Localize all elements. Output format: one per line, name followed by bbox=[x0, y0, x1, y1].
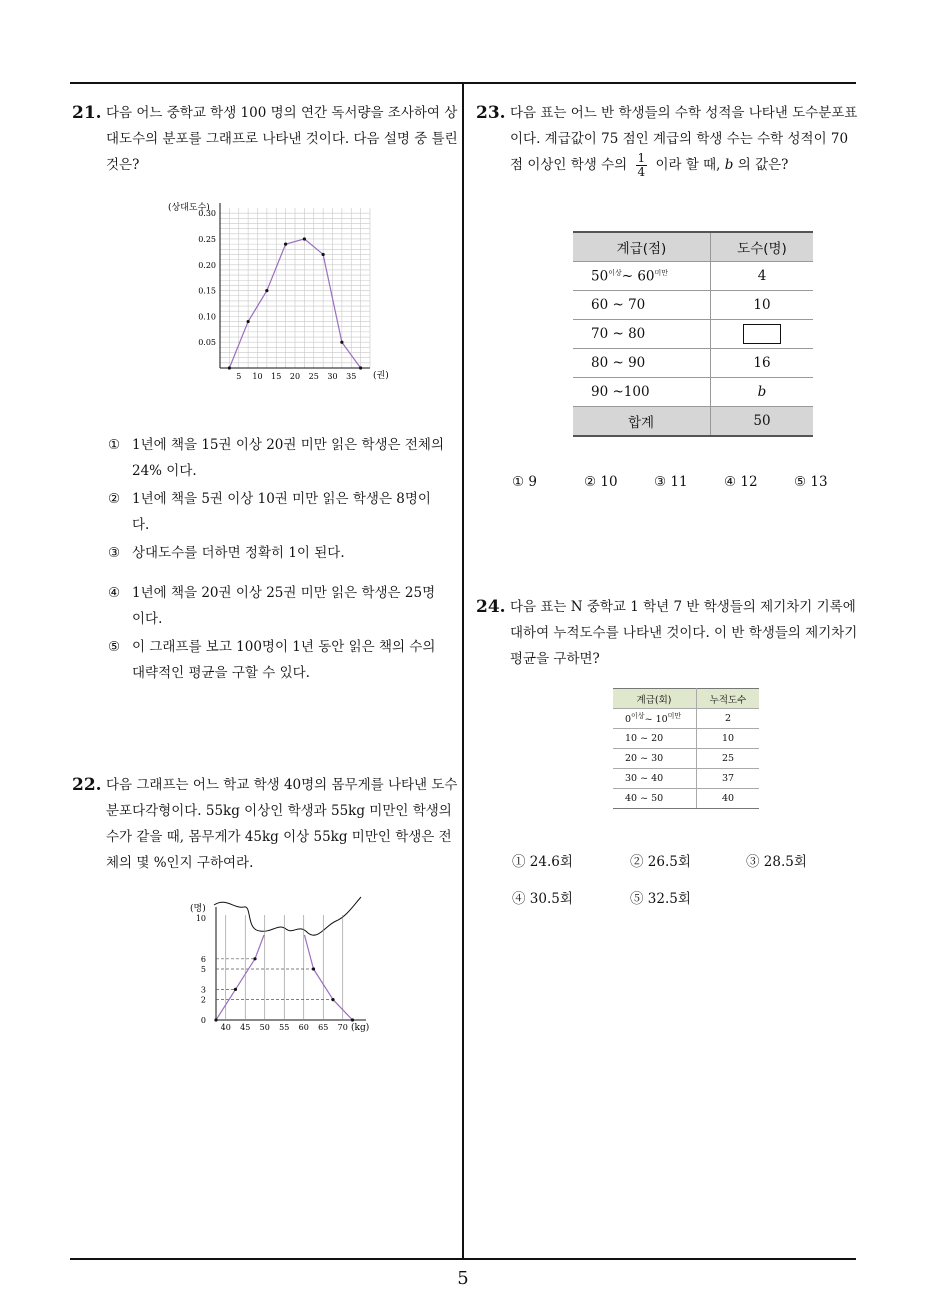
fraction-numerator: 1 bbox=[637, 151, 646, 165]
q23-choices bbox=[512, 474, 872, 494]
class-cell: 10 ~ 20 bbox=[613, 729, 697, 749]
table-row bbox=[613, 749, 759, 769]
weight-frequency-polygon-chart bbox=[186, 895, 376, 1040]
x-tick-label: 5 bbox=[236, 372, 242, 381]
class-cell: $50^{이상}\sim$ $60^{미만}$ bbox=[573, 262, 711, 291]
total-label: 합계 bbox=[573, 407, 711, 437]
header-class: 계급(점) bbox=[573, 232, 711, 262]
variable: b bbox=[724, 157, 734, 173]
value-cell: 10 bbox=[697, 729, 760, 749]
question-number: 24. bbox=[476, 597, 506, 617]
header-class: 계급(회) bbox=[613, 689, 697, 709]
value-cell: 4 bbox=[711, 262, 814, 291]
q21-option-3[interactable] bbox=[108, 540, 448, 566]
question-21 bbox=[72, 100, 458, 178]
y-tick-label: 0 bbox=[200, 1016, 206, 1025]
data-point bbox=[253, 957, 256, 960]
data-point bbox=[228, 366, 231, 369]
y-tick-label: 5 bbox=[200, 965, 206, 974]
question-23 bbox=[476, 100, 862, 179]
value-cell: 25 bbox=[697, 749, 760, 769]
class-cell: 30 ~ 40 bbox=[613, 769, 697, 789]
chart-axes bbox=[216, 907, 366, 1020]
q24-choices bbox=[512, 850, 872, 910]
option-mark: ⑤ bbox=[108, 639, 121, 655]
x-tick-label: 50 bbox=[259, 1023, 270, 1032]
cumulative-frequency-table bbox=[613, 688, 759, 809]
blank-box bbox=[743, 324, 781, 344]
class-cell: 90 ~100 bbox=[573, 378, 711, 407]
chart-tick-labels bbox=[196, 914, 348, 1032]
x-tick-label: 15 bbox=[271, 372, 282, 381]
y-tick-label: 6 bbox=[200, 954, 206, 964]
option-text: 1년에 책을 5권 이상 10권 미만 읽은 학생은 8명이다. bbox=[132, 491, 431, 533]
data-point bbox=[265, 289, 268, 292]
choice-2[interactable]: ② 10 bbox=[584, 474, 618, 490]
x-tick-label: 25 bbox=[308, 372, 319, 381]
x-tick-label: 10 bbox=[252, 372, 263, 381]
frequency-table bbox=[573, 231, 813, 437]
x-axis-label: (권) bbox=[373, 371, 389, 381]
data-point bbox=[284, 243, 287, 246]
y-tick-label: 2 bbox=[200, 995, 206, 1005]
value-cell: 16 bbox=[711, 349, 814, 378]
class-cell: $0^{이상}\sim$ $10^{미만}$ bbox=[613, 709, 697, 729]
y-axis-label: (상대도수) bbox=[168, 203, 210, 213]
choice-4[interactable]: ④ 30.5회 bbox=[512, 891, 573, 907]
value-cell: 37 bbox=[697, 769, 760, 789]
value-cell: 2 bbox=[697, 709, 760, 729]
chart-grid bbox=[220, 208, 370, 368]
question-text-part: 의 값은? bbox=[737, 157, 789, 173]
table-row bbox=[573, 291, 813, 320]
value-cell bbox=[711, 320, 814, 349]
choice-3[interactable]: ③ 11 bbox=[654, 474, 688, 490]
question-22 bbox=[72, 772, 458, 876]
y-tick-label: 0.15 bbox=[198, 286, 216, 296]
x-tick-label: 55 bbox=[279, 1023, 290, 1032]
choice-5[interactable]: ⑤ 32.5회 bbox=[630, 891, 691, 907]
q21-option-1[interactable] bbox=[108, 432, 448, 484]
choice-1[interactable]: ① 24.6회 bbox=[512, 854, 573, 870]
total-value: 50 bbox=[711, 407, 814, 437]
y-tick-label: 3 bbox=[200, 985, 206, 995]
table-row bbox=[613, 729, 759, 749]
header-cumulative: 누적도수 bbox=[697, 689, 760, 709]
x-tick-label: 30 bbox=[327, 372, 338, 381]
choice-4[interactable]: ④ 12 bbox=[724, 474, 758, 490]
x-tick-label: 60 bbox=[298, 1023, 309, 1032]
class-cell: 70 ~ 80 bbox=[573, 320, 711, 349]
data-point bbox=[234, 988, 237, 991]
class-cell: 80 ~ 90 bbox=[573, 349, 711, 378]
class-cell: 60 ~ 70 bbox=[573, 291, 711, 320]
value-cell: 10 bbox=[711, 291, 814, 320]
option-text: 1년에 책을 15권 이상 20권 미만 읽은 학생은 전체의 24% 이다. bbox=[132, 437, 445, 479]
chart-gridlines bbox=[226, 915, 343, 1020]
x-tick-label: 70 bbox=[337, 1023, 348, 1032]
choice-5[interactable]: ⑤ 13 bbox=[794, 474, 828, 490]
option-mark: ① bbox=[108, 437, 121, 453]
data-point bbox=[322, 253, 325, 256]
y-tick-label: 0.20 bbox=[198, 260, 216, 270]
table-row bbox=[613, 769, 759, 789]
question-text-part: 다음 표는 어느 반 학생들의 수학 성적을 나타낸 도수분포표이다. 계급값이 75 점인 계급의 학생 수는 수학 성적이 70 점 이상인 학생 수의 bbox=[510, 105, 858, 173]
question-text: 다음 그래프는 어느 학교 학생 40명의 몸무게를 나타낸 도수분포다각형이다. 55kg 이상인 학생과 55kg 미만인 학생의 수가 같을 때, 몸무게가 45kg 이상 55kg 미만인 학생은 전체의 몇 %인지 구하여라. bbox=[106, 777, 458, 871]
question-number: 22. bbox=[72, 775, 102, 795]
option-mark: ④ bbox=[108, 585, 121, 601]
choice-2[interactable]: ② 26.5회 bbox=[630, 854, 691, 870]
x-tick-label: 45 bbox=[240, 1023, 251, 1032]
data-point bbox=[331, 998, 334, 1001]
question-24 bbox=[476, 594, 862, 672]
table-row bbox=[613, 789, 759, 809]
x-tick-label: 35 bbox=[346, 372, 357, 381]
table-row bbox=[573, 320, 813, 349]
x-tick-label: 65 bbox=[318, 1023, 329, 1032]
data-point bbox=[340, 341, 343, 344]
x-tick-label: 40 bbox=[220, 1023, 231, 1032]
y-tick-label: 0.30 bbox=[198, 209, 216, 219]
q21-option-5[interactable] bbox=[108, 634, 448, 686]
bottom-rule bbox=[70, 1258, 856, 1260]
question-text: 다음 어느 중학교 학생 100 명의 연간 독서량을 조사하여 상대도수의 분포를 그래프로 나타낸 것이다. 다음 설명 중 틀린 것은? bbox=[106, 105, 458, 173]
table-row bbox=[573, 378, 813, 407]
question-text: 다음 표는 N 중학교 1 학년 7 반 학생들의 제기차기 기록에 대하여 누적도수를 나타낸 것이다. 이 반 학생들의 제기차기 평균을 구하면? bbox=[510, 599, 858, 667]
data-point bbox=[303, 237, 306, 240]
class-cell: 20 ~ 30 bbox=[613, 749, 697, 769]
fraction-denominator: 4 bbox=[637, 165, 646, 179]
option-text: 1년에 책을 20권 이상 25권 미만 읽은 학생은 25명이다. bbox=[132, 585, 436, 627]
data-point bbox=[214, 1018, 217, 1021]
x-tick-label: 20 bbox=[289, 372, 301, 381]
q21-option-2[interactable] bbox=[108, 486, 448, 538]
question-text-part: 이라 할 때, bbox=[655, 157, 721, 173]
table-row bbox=[573, 262, 813, 291]
question-text bbox=[510, 100, 862, 179]
table-row bbox=[613, 709, 759, 729]
table-total-row bbox=[573, 407, 813, 437]
choice-1[interactable]: ① 9 bbox=[512, 474, 537, 490]
y-tick-label: 0.25 bbox=[198, 234, 216, 244]
y-tick-label: 0.05 bbox=[198, 338, 216, 348]
series-segment bbox=[305, 935, 314, 969]
class-cell: 40 ~ 50 bbox=[613, 789, 697, 809]
value-cell: 40 bbox=[697, 789, 760, 809]
question-number: 21. bbox=[72, 103, 102, 123]
data-point bbox=[351, 1018, 354, 1021]
header-frequency: 도수(명) bbox=[711, 232, 814, 262]
value-cell: b bbox=[711, 378, 814, 407]
column-divider bbox=[462, 82, 464, 1258]
option-mark: ② bbox=[108, 491, 121, 507]
choice-3[interactable]: ③ 28.5회 bbox=[746, 854, 807, 870]
option-mark: ③ bbox=[108, 545, 121, 561]
y-tick-label: 10 bbox=[195, 914, 206, 923]
series-segment bbox=[255, 935, 264, 959]
option-text: 이 그래프를 보고 100명이 1년 동안 읽은 책의 수의 대략적인 평균을 구할 수 있다. bbox=[132, 639, 436, 681]
data-point bbox=[247, 320, 250, 323]
relative-frequency-polygon-chart bbox=[160, 195, 400, 387]
data-point bbox=[359, 366, 362, 369]
q21-option-4[interactable] bbox=[108, 580, 448, 632]
fraction bbox=[636, 152, 648, 179]
x-axis-label: (kg) bbox=[351, 1023, 370, 1033]
torn-edge bbox=[214, 897, 361, 935]
table-row bbox=[573, 349, 813, 378]
page-number: 5 bbox=[457, 1268, 469, 1289]
y-axis-label: (명) bbox=[190, 904, 206, 914]
data-point bbox=[312, 967, 315, 970]
y-tick-label: 0.10 bbox=[198, 312, 216, 322]
option-text: 상대도수를 더하면 정확히 1이 된다. bbox=[132, 545, 345, 561]
question-number: 23. bbox=[476, 103, 506, 123]
